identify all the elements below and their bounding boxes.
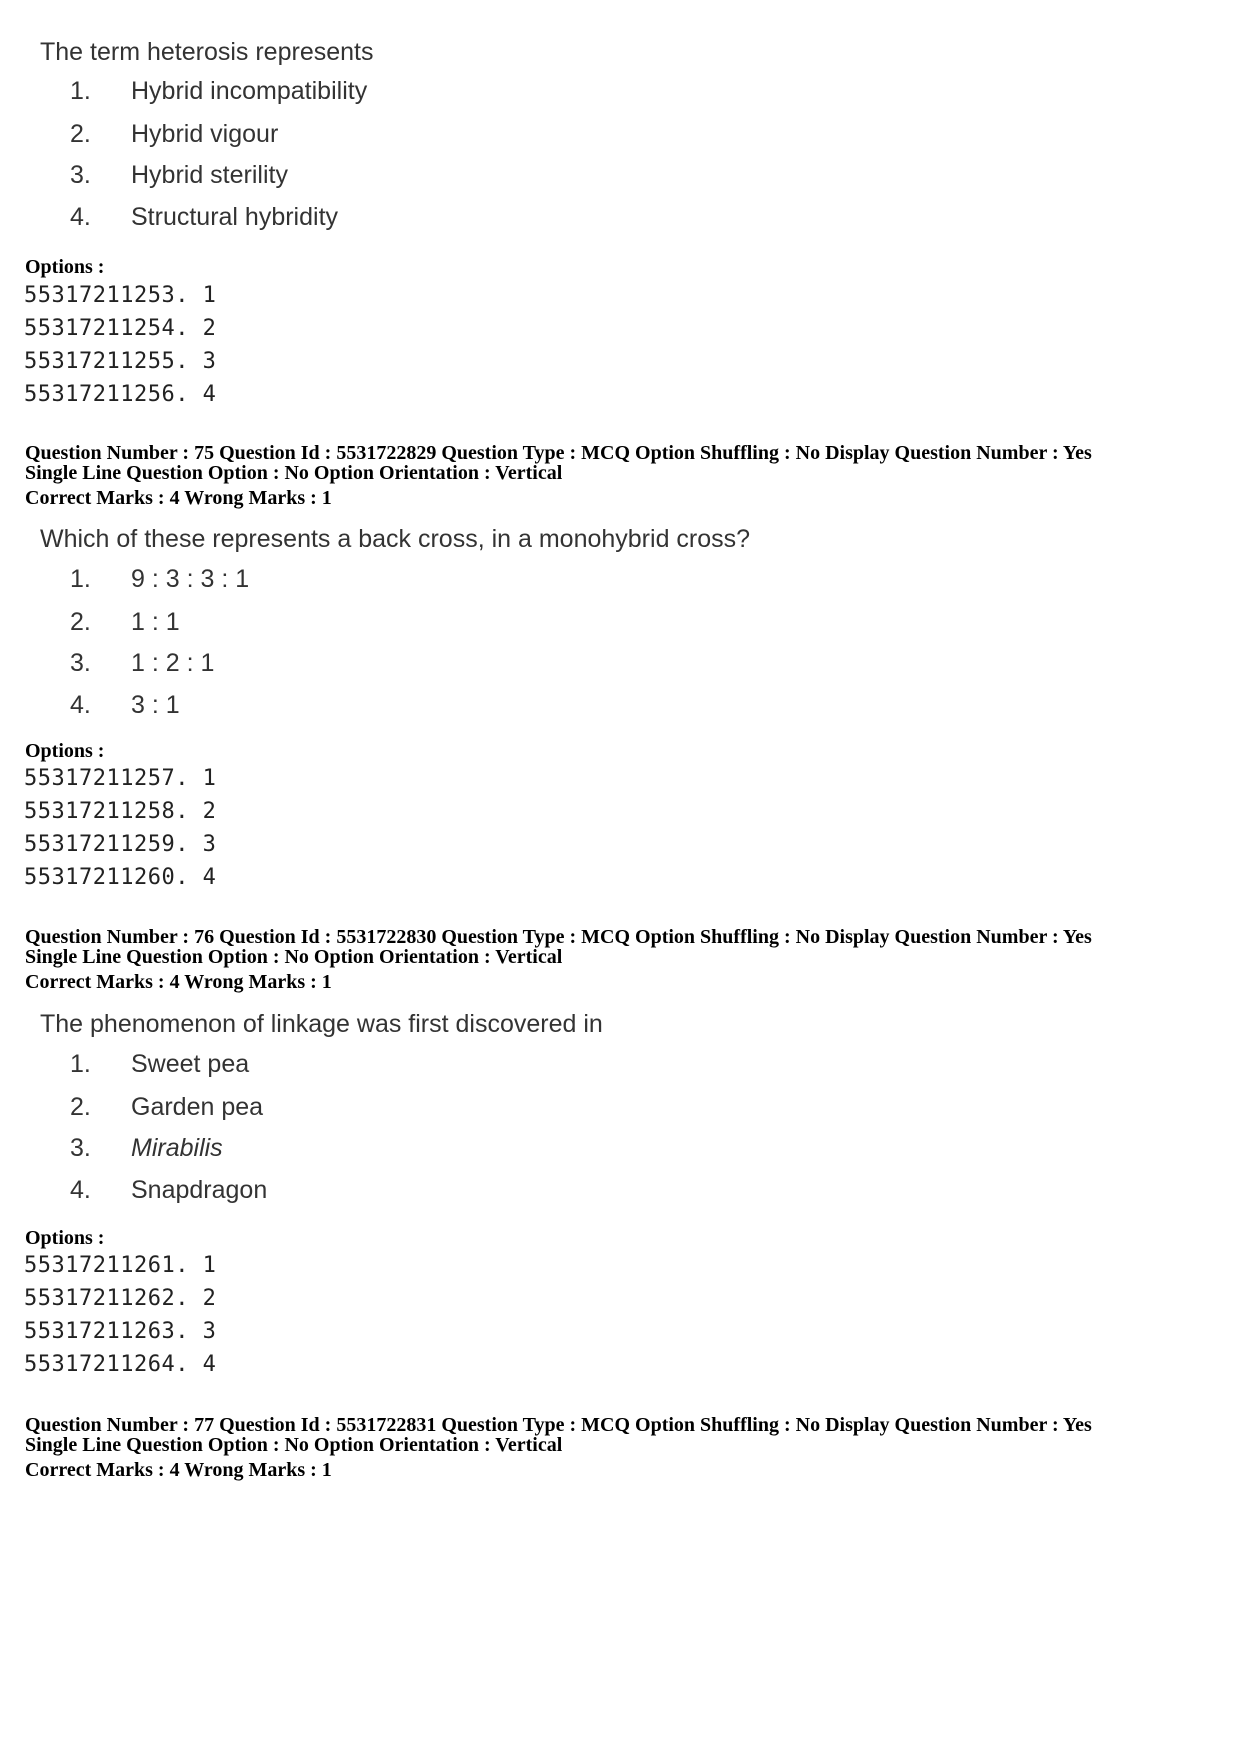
option-id-line: 55317211260. 4 xyxy=(24,865,217,890)
choice-label: Hybrid sterility xyxy=(131,161,288,189)
choice-number: 3. xyxy=(70,649,91,677)
choice-label: Garden pea xyxy=(131,1093,264,1121)
choice-number: 2. xyxy=(70,1093,91,1121)
option-id-line: 55317211259. 3 xyxy=(24,832,217,857)
options-heading: Options : xyxy=(25,256,105,278)
choice-label: Hybrid incompatibility xyxy=(131,77,368,105)
question-text: The term heterosis represents xyxy=(40,38,374,66)
question-text: Which of these represents a back cross, in a monohybrid cross? xyxy=(40,525,751,553)
question-meta-line: Question Number : 75 Question Id : 5531722829 Question Type : MCQ Option Shuffling : No Display Question Number : Yes xyxy=(25,442,1092,464)
choice-label: Hybrid vigour xyxy=(131,120,279,148)
choice-label: Structural hybridity xyxy=(131,203,339,231)
choice-label: 1 : 1 xyxy=(131,608,180,636)
choice-number: 4. xyxy=(70,1176,91,1204)
options-heading: Options : xyxy=(25,1227,105,1249)
choice-number: 3. xyxy=(70,1134,91,1162)
choice-label: 1 : 2 : 1 xyxy=(131,649,215,677)
option-id-line: 55317211258. 2 xyxy=(24,799,217,824)
choice-label: Sweet pea xyxy=(131,1050,250,1078)
option-id-line: 55317211253. 1 xyxy=(24,283,217,308)
question-meta-line: Single Line Question Option : No Option Orientation : Vertical xyxy=(25,946,563,968)
option-id-line: 55317211264. 4 xyxy=(24,1352,217,1377)
question-meta-line: Question Number : 77 Question Id : 5531722831 Question Type : MCQ Option Shuffling : No Display Question Number : Yes xyxy=(25,1414,1092,1436)
choice-number: 3. xyxy=(70,161,91,189)
choice-number: 1. xyxy=(70,77,91,105)
choice-label: 3 : 1 xyxy=(131,691,180,719)
marks-line: Correct Marks : 4 Wrong Marks : 1 xyxy=(25,971,332,993)
choice-number: 4. xyxy=(70,691,91,719)
choice-label: 9 : 3 : 3 : 1 xyxy=(131,565,250,593)
option-id-line: 55317211257. 1 xyxy=(24,766,217,791)
choice-label: Mirabilis xyxy=(131,1134,223,1162)
question-meta-line: Question Number : 76 Question Id : 5531722830 Question Type : MCQ Option Shuffling : No Display Question Number : Yes xyxy=(25,926,1092,948)
question-meta-line: Single Line Question Option : No Option Orientation : Vertical xyxy=(25,1434,563,1456)
marks-line: Correct Marks : 4 Wrong Marks : 1 xyxy=(25,487,332,509)
choice-number: 1. xyxy=(70,1050,91,1078)
option-id-line: 55317211262. 2 xyxy=(24,1286,217,1311)
choice-number: 4. xyxy=(70,203,91,231)
options-heading: Options : xyxy=(25,740,105,762)
option-id-line: 55317211255. 3 xyxy=(24,349,217,374)
question-meta-line: Single Line Question Option : No Option Orientation : Vertical xyxy=(25,462,563,484)
choice-number: 2. xyxy=(70,120,91,148)
option-id-line: 55317211256. 4 xyxy=(24,382,217,407)
marks-line: Correct Marks : 4 Wrong Marks : 1 xyxy=(25,1459,332,1481)
choice-number: 1. xyxy=(70,565,91,593)
choice-label: Snapdragon xyxy=(131,1176,268,1204)
option-id-line: 55317211263. 3 xyxy=(24,1319,217,1344)
question-text: The phenomenon of linkage was first discovered in xyxy=(40,1010,603,1038)
option-id-line: 55317211254. 2 xyxy=(24,316,217,341)
choice-number: 2. xyxy=(70,608,91,636)
option-id-line: 55317211261. 1 xyxy=(24,1253,217,1278)
